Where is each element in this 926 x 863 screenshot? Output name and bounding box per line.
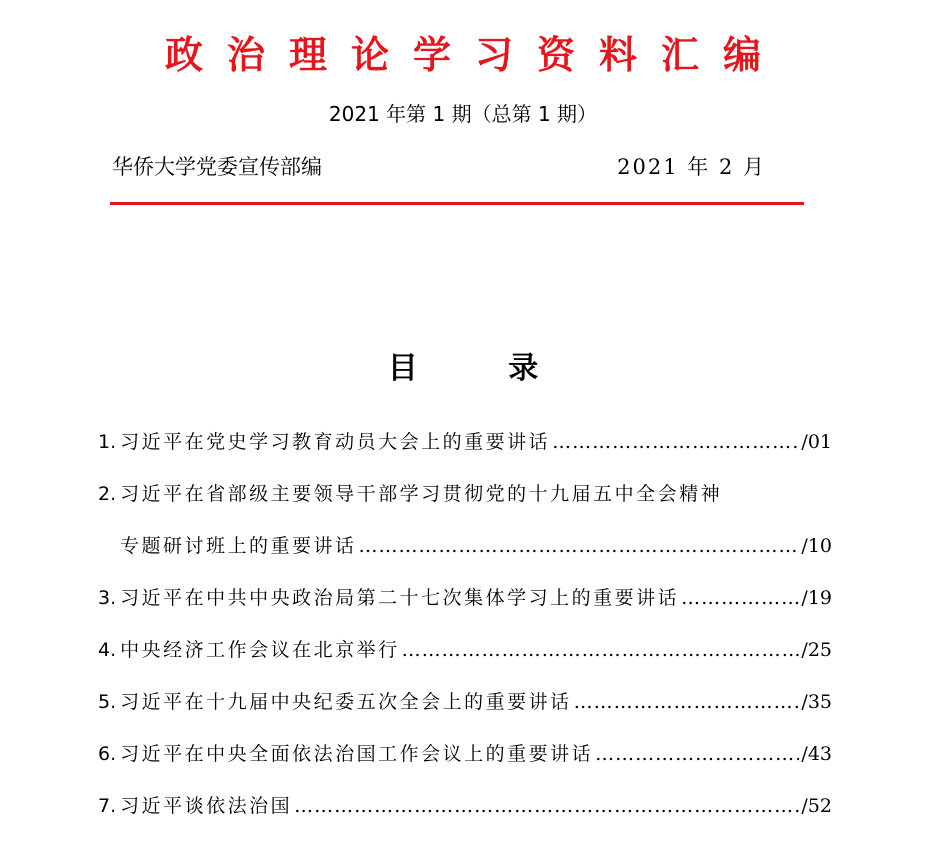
- toc-item-page: /52: [801, 795, 832, 817]
- toc-item[interactable]: [98, 422, 832, 474]
- toc-item-title: 习近平在党史学习教育动员大会上的重要讲话: [120, 431, 551, 453]
- toc-item-continuation[interactable]: [98, 526, 832, 578]
- toc-item[interactable]: [98, 630, 832, 682]
- toc-item-page: /01: [801, 431, 832, 453]
- toc-item[interactable]: [98, 734, 832, 786]
- toc-item-number: 6.: [98, 743, 117, 765]
- toc-item-number: 7.: [98, 795, 117, 817]
- toc-item-page: /35: [801, 691, 832, 713]
- toc-item-title: 习近平在中共中央政治局第二十七次集体学习上的重要讲话: [120, 587, 680, 609]
- toc-item-number: 5.: [98, 691, 117, 713]
- toc-item-page: /25: [801, 639, 832, 661]
- toc-item-number: 4.: [98, 639, 117, 661]
- document-title: 政治理论学习资料汇编: [164, 32, 785, 77]
- toc-item-title: 专题研讨班上的重要讲话: [120, 535, 357, 557]
- table-of-contents: [98, 422, 832, 838]
- toc-heading: 目 录: [387, 351, 579, 386]
- toc-leader-dots: [552, 422, 799, 462]
- toc-leader-dots: [574, 682, 800, 722]
- toc-item[interactable]: [98, 682, 832, 734]
- header-divider: [110, 202, 804, 205]
- toc-leader-dots: [402, 630, 800, 670]
- toc-item[interactable]: [98, 474, 832, 526]
- toc-leader-dots: [681, 578, 799, 618]
- toc-item-number: 3.: [98, 587, 117, 609]
- toc-item-title: 习近平在省部级主要领导干部学习贯彻党的十九届五中全会精神: [120, 483, 723, 505]
- toc-item-title: 习近平谈依法治国: [120, 795, 293, 817]
- publication-date: 2021 年 2 月: [617, 155, 766, 179]
- toc-leader-dots: [595, 734, 799, 774]
- toc-item-title: 习近平在中央全面依法治国工作会议上的重要讲话: [120, 743, 594, 765]
- issue-number: 2021 年第 1 期（总第 1 期）: [328, 102, 598, 126]
- toc-item-title: 习近平在十九届中央纪委五次全会上的重要讲话: [120, 691, 572, 713]
- toc-item-number: 2.: [98, 483, 117, 505]
- toc-item[interactable]: [98, 578, 832, 630]
- toc-item-number: 1.: [98, 431, 117, 453]
- toc-leader-dots: [359, 526, 800, 566]
- toc-item-title: 中央经济工作会议在北京举行: [120, 639, 400, 661]
- publisher: 华侨大学党委宣传部编: [112, 155, 322, 179]
- toc-item[interactable]: [98, 786, 832, 838]
- toc-item-page: /43: [801, 743, 832, 765]
- toc-item-page: /19: [801, 587, 832, 609]
- toc-item-page: /10: [801, 535, 832, 557]
- toc-leader-dots: [294, 786, 799, 826]
